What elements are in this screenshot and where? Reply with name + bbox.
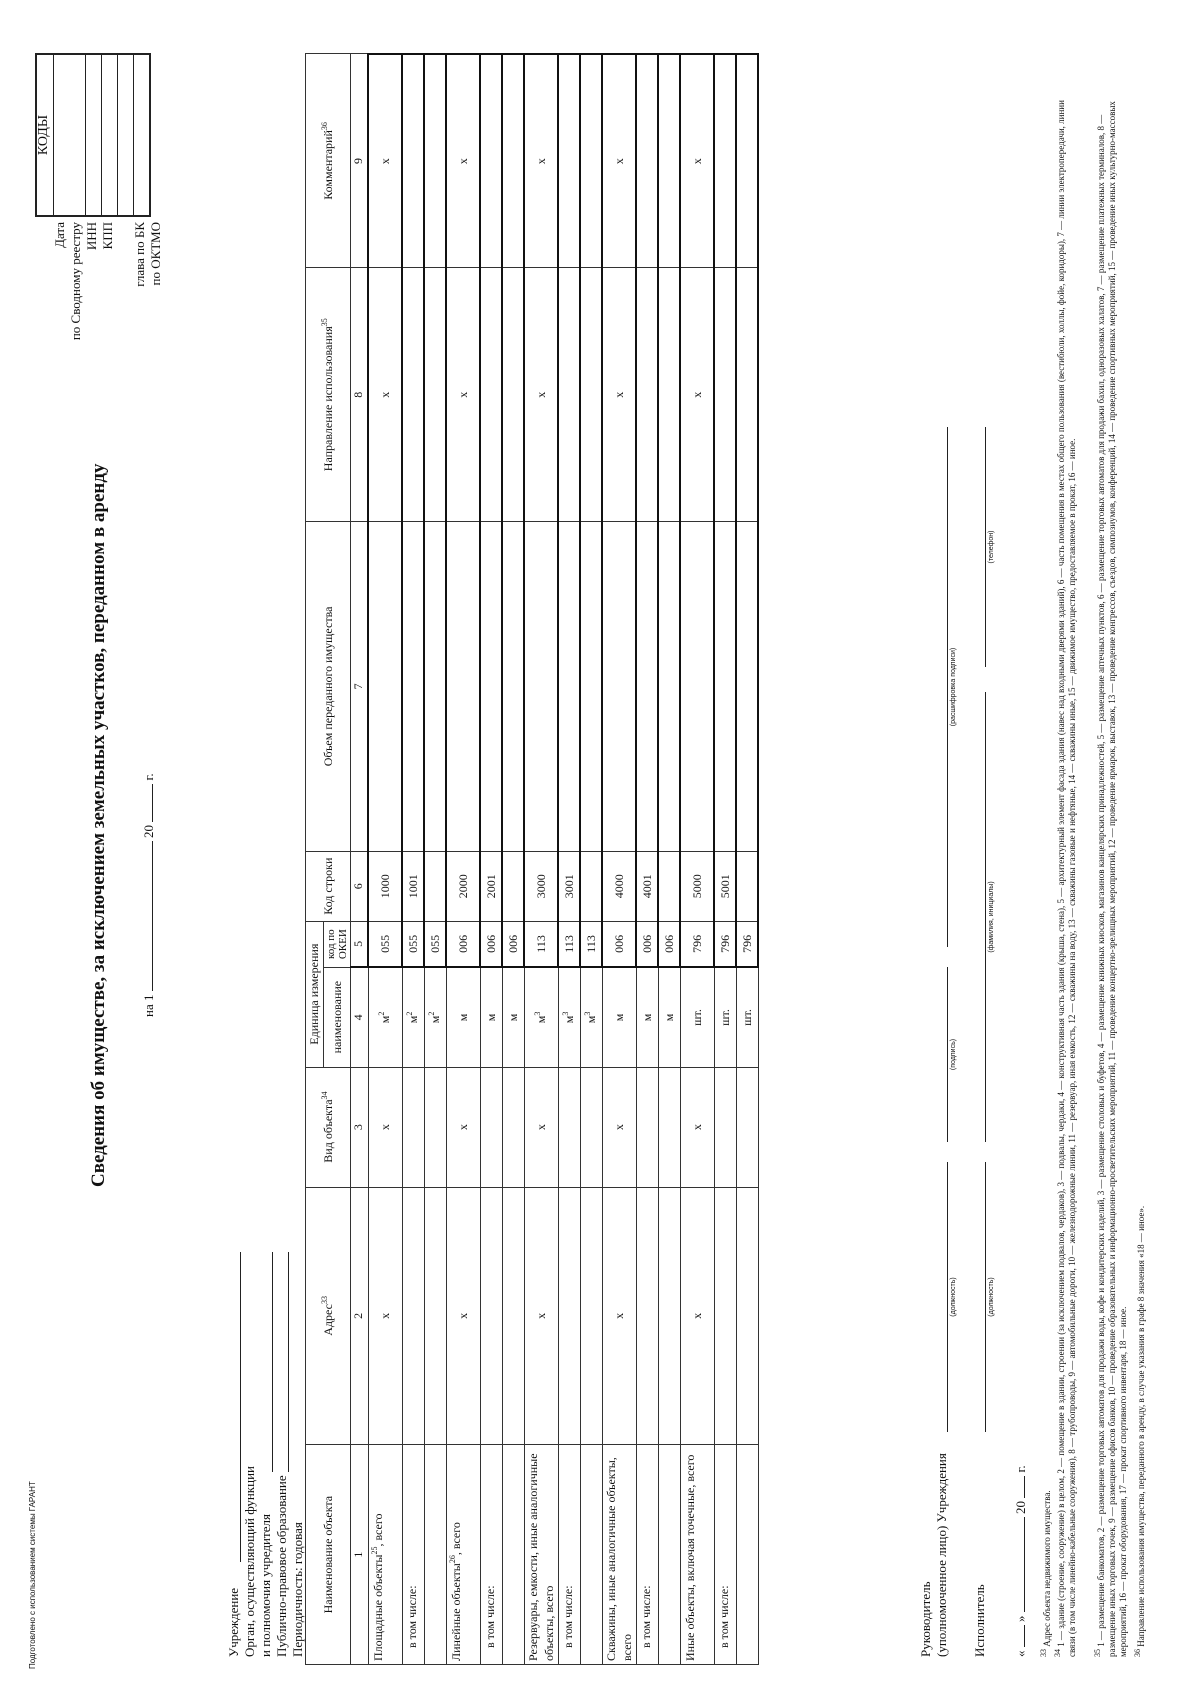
footnote-33: $^{33}$ Адрес объекта недвижимого имущества. <box>1039 1490 1052 1657</box>
name-cell <box>658 1445 680 1665</box>
institution-line <box>240 1252 241 1562</box>
line-code-cell: 2000 <box>446 851 480 921</box>
col-header-unit: Единица измерения <box>306 921 324 1067</box>
code-labels <box>52 222 164 377</box>
direction-cell <box>736 268 758 522</box>
table-row <box>402 54 424 1665</box>
address-cell <box>480 1187 502 1445</box>
date-year-prefix: 20 <box>141 825 156 839</box>
type-cell <box>736 1067 758 1187</box>
line-code-cell: 2001 <box>480 851 502 921</box>
name-cell <box>736 1445 758 1665</box>
comment-cell <box>658 54 680 268</box>
comment-cell <box>502 54 524 268</box>
type-cell <box>714 1067 736 1187</box>
volume-cell <box>636 522 658 852</box>
type-cell <box>424 1067 446 1187</box>
type-cell <box>402 1067 424 1187</box>
col-header-comment: Комментарий$^{36}$ <box>306 54 351 268</box>
code-label-registry: по Сводному реестру <box>68 222 83 341</box>
table-row <box>736 54 758 1665</box>
line-code-cell: 4000 <box>602 851 636 921</box>
comment-cell: x <box>602 54 636 268</box>
comment-cell <box>714 54 736 268</box>
col-num-8: 8 <box>351 268 369 522</box>
footnote-36: $^{36}$ Направление использования имущества, переданного в аренду, в случае указания в графе 8 значения «18 — иное». <box>1133 1205 1146 1657</box>
unit-name-cell: шт. <box>736 967 758 1067</box>
code-label-inn: ИНН <box>84 222 99 251</box>
head-label-2: (уполномоченное лицо) Учреждения <box>934 1453 949 1657</box>
comment-cell: x <box>446 54 480 268</box>
public-entity-line <box>288 1252 289 1472</box>
okei-cell: 006 <box>636 921 658 967</box>
volume-cell <box>658 522 680 852</box>
comment-cell <box>424 54 446 268</box>
volume-cell <box>524 522 558 852</box>
comment-cell: x <box>524 54 558 268</box>
line-code-cell <box>502 851 524 921</box>
okei-cell: 796 <box>680 921 714 967</box>
direction-cell <box>424 268 446 522</box>
line-code-cell: 1000 <box>368 851 402 921</box>
comment-cell <box>480 54 502 268</box>
label-founder-2: и полномочия учредителя <box>258 1514 273 1657</box>
caption-exec-phone: (телефон) <box>988 530 995 564</box>
name-cell: в том числе: <box>480 1445 502 1665</box>
line-code-cell: 1001 <box>402 851 424 921</box>
prepared-by-note: Подготовлено с использованием системы ГАРАНТ <box>28 1481 37 1669</box>
label-periodicity: Периодичность: годовая <box>290 1522 305 1657</box>
direction-cell <box>558 268 580 522</box>
okei-cell: 006 <box>480 921 502 967</box>
table-row <box>446 54 480 1665</box>
code-label-kpp: КПП <box>100 222 115 250</box>
unit-name-cell: м <box>446 967 480 1067</box>
head-label-1: Руководитель <box>918 1581 933 1657</box>
code-label-bk: глава по БК <box>132 222 147 287</box>
footnote-35: $^{35}$ 1 — размещение банкоматов, 2 — размещение торговых автоматов для продажи воды, кофе и кондитерских изделий, 3 — размещение столовых и буфетов, 4 — размещение книжных киосков, магазинов канцелярских принадлежностей, 5 — размещение аптечных пунктов, 6 — размещение торговых автоматов для продажи бахил, одноразовых халатов, 7 — размещение платежных терминалов, 8 — размещение иных торговых точек, 9 — размещение офисов банков, 10 — проведение образовательных и информационно-просветительских мероприятий, 11 — проведение концертно-зрелищных мероприятий, 12 — проведение ярмарок, выставок, 13 — проведение конгрессов, съездов, симпозиумов, конференций, 14 — проведение спортивных мероприятий, 15 — проведение иных культурно-массовых мероприятий, 16 — прокат оборудования, 17 — прокат спортивного инвентаря, 18 — иное. <box>1093 101 1128 1657</box>
okei-cell: 113 <box>524 921 558 967</box>
address-cell <box>424 1187 446 1445</box>
col-header-unit-name: наименование <box>324 967 351 1067</box>
exec-phone-line <box>985 427 986 667</box>
address-cell <box>558 1187 580 1445</box>
col-header-volume: Объем переданного имущества <box>306 522 351 852</box>
line-code-cell <box>658 851 680 921</box>
direction-cell: x <box>680 268 714 522</box>
line-code-cell: 4001 <box>636 851 658 921</box>
comment-cell <box>736 54 758 268</box>
name-cell: в том числе: <box>714 1445 736 1665</box>
name-cell <box>424 1445 446 1665</box>
type-cell: x <box>524 1067 558 1187</box>
date-open-quote: « <box>1013 1650 1028 1657</box>
volume-cell <box>602 522 636 852</box>
codes-header: КОДЫ <box>36 114 51 156</box>
direction-cell: x <box>446 268 480 522</box>
comment-cell: x <box>680 54 714 268</box>
signature-block <box>918 1453 950 1657</box>
direction-cell <box>658 268 680 522</box>
caption-exec-name: (фамилия, инициалы) <box>988 881 995 953</box>
table-row <box>602 54 636 1665</box>
type-cell: x <box>368 1067 402 1187</box>
col-header-name: Наименование объекта <box>306 1445 351 1665</box>
line-code-cell <box>580 851 602 921</box>
col-header-direction: Направление использования$^{35}$ <box>306 268 351 522</box>
name-cell: Линейные объекты$^{26}$, всего <box>446 1445 480 1665</box>
address-cell <box>658 1187 680 1445</box>
volume-cell <box>736 522 758 852</box>
address-cell <box>736 1187 758 1445</box>
line-code-cell: 3001 <box>558 851 580 921</box>
volume-cell <box>580 522 602 852</box>
header-labels <box>226 1466 306 1657</box>
sig-year-blank <box>1012 1476 1025 1498</box>
sig-date-suffix: г. <box>1013 1465 1028 1473</box>
unit-name-cell: $м^2$ <box>402 967 424 1067</box>
table-row <box>714 54 736 1665</box>
col-num-4: 4 <box>351 967 369 1067</box>
address-cell <box>502 1187 524 1445</box>
unit-name-cell: м <box>658 967 680 1067</box>
head-signature-line <box>947 967 948 1142</box>
col-header-address: Адрес$^{33}$ <box>306 1187 351 1445</box>
line-code-cell <box>424 851 446 921</box>
direction-cell: x <box>602 268 636 522</box>
type-cell <box>658 1067 680 1187</box>
address-cell <box>580 1187 602 1445</box>
comment-cell <box>636 54 658 268</box>
okei-cell: 006 <box>502 921 524 967</box>
line-code-cell: 5000 <box>680 851 714 921</box>
name-cell: Скважины, иные аналогичные объекты, всего <box>602 1445 636 1665</box>
address-cell <box>402 1187 424 1445</box>
line-code-cell: 3000 <box>524 851 558 921</box>
address-cell: x <box>680 1187 714 1445</box>
direction-cell <box>480 268 502 522</box>
executor-label: Исполнитель <box>972 1584 987 1657</box>
type-cell <box>558 1067 580 1187</box>
okei-cell: 055 <box>402 921 424 967</box>
okei-cell: 055 <box>424 921 446 967</box>
table-row <box>680 54 714 1665</box>
volume-cell <box>480 522 502 852</box>
col-num-2: 2 <box>351 1187 369 1445</box>
direction-cell <box>502 268 524 522</box>
head-position-line <box>947 1162 948 1432</box>
name-cell: Иные объекты, включая точечные, всего <box>680 1445 714 1665</box>
direction-cell <box>714 268 736 522</box>
volume-cell <box>402 522 424 852</box>
okei-cell: 006 <box>658 921 680 967</box>
unit-name-cell: $м^2$ <box>368 967 402 1067</box>
exec-position-line <box>985 1162 986 1432</box>
name-cell: Площадные объекты$^{25}$, всего <box>368 1445 402 1665</box>
name-cell: в том числе: <box>636 1445 658 1665</box>
address-cell <box>636 1187 658 1445</box>
type-cell: x <box>446 1067 480 1187</box>
sig-year-prefix: 20 <box>1013 1501 1028 1514</box>
table-row <box>524 54 558 1665</box>
okei-cell: 796 <box>714 921 736 967</box>
direction-cell <box>580 268 602 522</box>
table-row <box>636 54 658 1665</box>
label-public-entity: Публично-правовое образование <box>274 1475 289 1657</box>
col-num-1: 1 <box>351 1445 369 1665</box>
direction-cell <box>402 268 424 522</box>
unit-name-cell: м <box>480 967 502 1067</box>
table-row <box>558 54 580 1665</box>
code-label-oktmo: по ОКТМО <box>148 222 163 286</box>
okei-cell: 006 <box>446 921 480 967</box>
founder-line <box>272 1252 273 1472</box>
okei-cell: 113 <box>580 921 602 967</box>
unit-name-cell: м <box>602 967 636 1067</box>
caption-head-name: (расшифровка подписи) <box>950 647 957 727</box>
sig-month-blank <box>1012 1517 1025 1612</box>
head-name-line <box>947 427 948 947</box>
type-cell <box>502 1067 524 1187</box>
type-cell <box>580 1067 602 1187</box>
type-cell <box>636 1067 658 1187</box>
label-founder-1: Орган, осуществляющий функции <box>242 1466 257 1657</box>
signature-date <box>1012 1465 1029 1657</box>
okei-cell: 055 <box>368 921 402 967</box>
table-row <box>368 54 402 1665</box>
code-label-blank <box>116 222 132 377</box>
date-suffix: г. <box>141 773 156 781</box>
direction-cell: x <box>368 268 402 522</box>
volume-cell <box>714 522 736 852</box>
col-num-5: 5 <box>351 921 369 967</box>
address-cell: x <box>446 1187 480 1445</box>
codes-box <box>35 53 151 217</box>
label-institution: Учреждение <box>226 1587 241 1657</box>
table-row <box>658 54 680 1665</box>
col-header-type: Вид объекта$^{34}$ <box>306 1067 351 1187</box>
col-num-7: 7 <box>351 522 369 852</box>
address-cell: x <box>524 1187 558 1445</box>
address-cell: x <box>368 1187 402 1445</box>
report-date-line <box>140 773 157 1017</box>
table-row <box>502 54 524 1665</box>
col-num-9: 9 <box>351 54 369 268</box>
page-title: Сведения об имуществе, за исключением земельных участков, переданном в аренду <box>88 463 109 1187</box>
unit-name-cell: $м^3$ <box>558 967 580 1067</box>
line-code-cell: 5001 <box>714 851 736 921</box>
date-prefix: на 1 <box>141 994 156 1017</box>
comment-cell <box>402 54 424 268</box>
column-number-row <box>351 54 369 1665</box>
address-cell: x <box>602 1187 636 1445</box>
comment-cell <box>558 54 580 268</box>
comment-cell <box>580 54 602 268</box>
volume-cell <box>424 522 446 852</box>
footnote-34: $^{34}$ 1 — здание (строение, сооружение) в целом, 2 — помещение в здании, строении (за исключением подвалов, чердаков), 3 — подвалы, чердаки, 4 — конструктивная часть здания (крыша, стена), 5 — архитектурный элемент фасада здания (навес над входными дверями зданий), 6 — часть помещения в местах общего пользования (вестибюли, холлы, фойе, коридоры), 7 — линии электропередачи, линии связи (в том числе линейно-кабельные сооружения), 8 — трубопроводы, 9 — автомобильные дороги, 10 — железнодорожные линии, 11 — резервуар, иная емкость, 12 — скважины на воду, 13 — скважины газовые и нефтяные, 14 — скважины иные, 15 — движимое имущество, предоставляемое в прокат, 16 — иное. <box>1053 100 1077 1657</box>
unit-name-cell: $м^3$ <box>580 967 602 1067</box>
name-cell <box>580 1445 602 1665</box>
table-row <box>580 54 602 1665</box>
table-row <box>424 54 446 1665</box>
sig-day-blank <box>1012 1625 1025 1647</box>
date-day-blank <box>140 841 153 991</box>
caption-head-position: (должность) <box>950 1277 957 1317</box>
okei-cell: 796 <box>736 921 758 967</box>
type-cell <box>480 1067 502 1187</box>
volume-cell <box>558 522 580 852</box>
volume-cell <box>680 522 714 852</box>
unit-name-cell: $м^2$ <box>424 967 446 1067</box>
direction-cell <box>636 268 658 522</box>
line-code-cell <box>736 851 758 921</box>
col-header-line-code: Код строки <box>306 851 351 921</box>
unit-name-cell: шт. <box>680 967 714 1067</box>
unit-name-cell: м <box>502 967 524 1067</box>
volume-cell <box>446 522 480 852</box>
name-cell: в том числе: <box>558 1445 580 1665</box>
property-table <box>305 53 759 1665</box>
caption-exec-position: (должность) <box>988 1277 995 1317</box>
name-cell: в том числе: <box>402 1445 424 1665</box>
date-year-blank <box>140 784 153 822</box>
date-close-quote: » <box>1013 1615 1028 1622</box>
okei-cell: 006 <box>602 921 636 967</box>
okei-cell: 113 <box>558 921 580 967</box>
col-num-3: 3 <box>351 1067 369 1187</box>
code-label-date: Дата <box>52 222 67 248</box>
type-cell: x <box>680 1067 714 1187</box>
caption-head-signature: (подпись) <box>950 1038 957 1071</box>
direction-cell: x <box>524 268 558 522</box>
unit-name-cell: м <box>636 967 658 1067</box>
volume-cell <box>502 522 524 852</box>
col-header-unit-code: код по ОКЕИ <box>324 921 351 967</box>
table-row <box>480 54 502 1665</box>
name-cell: Резервуары, емкости, иные аналогичные объекты, всего <box>524 1445 558 1665</box>
unit-name-cell: шт. <box>714 967 736 1067</box>
name-cell <box>502 1445 524 1665</box>
address-cell <box>714 1187 736 1445</box>
type-cell: x <box>602 1067 636 1187</box>
col-num-6: 6 <box>351 851 369 921</box>
comment-cell: x <box>368 54 402 268</box>
unit-name-cell: $м^3$ <box>524 967 558 1067</box>
exec-name-line <box>985 692 986 1142</box>
volume-cell <box>368 522 402 852</box>
